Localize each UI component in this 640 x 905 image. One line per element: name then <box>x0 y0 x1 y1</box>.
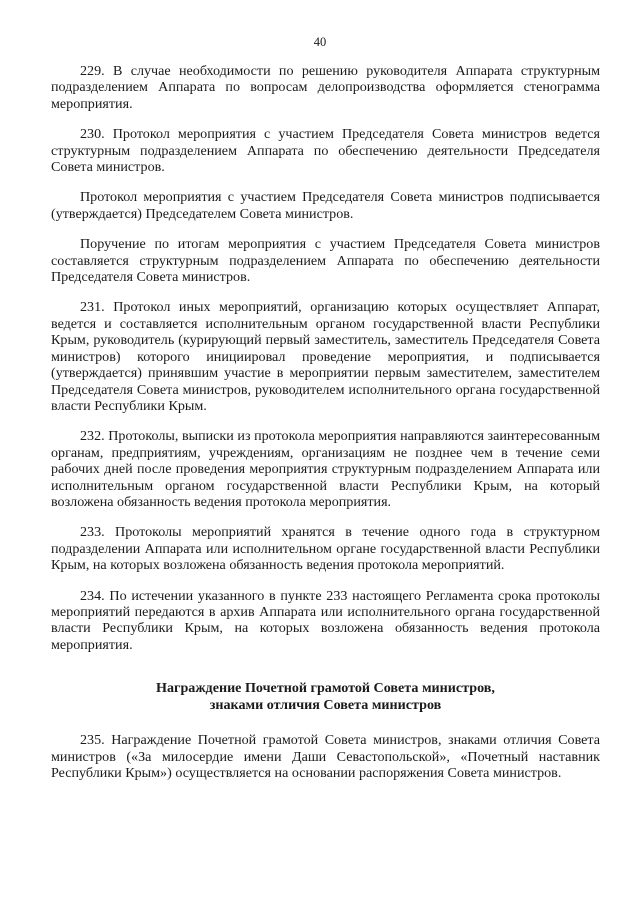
paragraph-235: 235. Награждение Почетной грамотой Совета министров, знаками отличия Совета министров («За милосердие имени Даши Севастопольской», «Почетный наставник Республики Крым») осуществляется на основании распоряжения Совета министров. <box>51 732 600 782</box>
paragraph-234: 234. По истечении указанного в пункте 233 настоящего Регламента срока протоколы мероприятий передаются в архив Аппарата или исполнительного органа государственной власти Республики Крым, на которых возложена обязанность ведения протокола мероприятия. <box>51 587 600 653</box>
paragraph-229: 229. В случае необходимости по решению руководителя Аппарата структурным подразделением Аппарата по вопросам делопроизводства оформляется стенограмма мероприятия. <box>51 63 600 112</box>
paragraph-232: 232. Протоколы, выписки из протокола мероприятия направляются заинтересованным органам, предприятиям, учреждениям, организациям не позднее чем в течение семи рабочих дней после проведения мероприятия структурным подразделением Аппарата или исполнительным органом государственной власти Республики Крым, на который возложена обязанность ведения протокола мероприятия. <box>51 428 600 510</box>
paragraph-230-instruction: Поручение по итогам мероприятия с участием Председателя Совета министров составляется структурным подразделением Аппарата по обеспечению деятельности Председателя Совета министров. <box>51 236 600 286</box>
paragraph-231: 231. Протокол иных мероприятий, организацию которых осуществляет Аппарат, ведется и составляется исполнительным органом государственной власти Республики Крым, руководитель (курирующий первый заместитель, заместитель Председателя Совета министров) которого инициировал проведение мероприятия, и подписывается (утверждается) принявшим участие в мероприятии первым заместителем, заместителем Председателя Совета министров, руководителем исполнительного органа государственной власти Республики Крым. <box>51 299 600 414</box>
section-heading-line-1: Награждение Почетной грамотой Совета министров, <box>156 680 495 697</box>
page-number: 40 <box>313 35 327 49</box>
paragraph-230-signature: Протокол мероприятия с участием Председателя Совета министров подписывается (утверждается) Председателем Совета министров. <box>51 189 600 222</box>
document-body <box>51 63 600 782</box>
paragraph-233: 233. Протоколы мероприятий хранятся в течение одного года в структурном подразделении Аппарата или исполнительном органе государственной власти Республики Крым, на которых возложена обязанность ведения протокола мероприятий. <box>51 524 600 574</box>
section-heading-line-2: знаками отличия Совета министров <box>209 696 442 713</box>
paragraph-230: 230. Протокол мероприятия с участием Председателя Совета министров ведется структурным подразделением Аппарата по обеспечению деятельности Председателя Совета министров. <box>51 126 600 176</box>
